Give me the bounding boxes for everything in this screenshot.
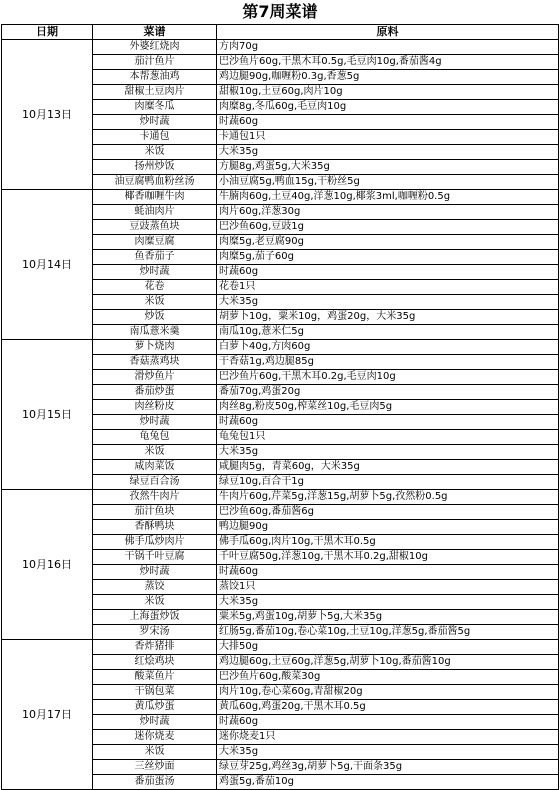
dish-cell: 迷你烧麦 — [93, 730, 217, 745]
dish-cell: 豆豉蒸鱼块 — [93, 220, 217, 235]
ingredients-cell: 胡萝卜10g，粟米10g，鸡蛋20g，大米35g — [217, 310, 559, 325]
dish-cell: 炒时蔬 — [93, 565, 217, 580]
ingredients-cell: 时蔬60g — [217, 115, 559, 130]
dish-cell: 南瓜薏米羹 — [93, 325, 217, 340]
ingredients-cell: 粟米5g,鸡蛋10g,胡萝卜5g,大米35g — [217, 610, 559, 625]
dish-cell: 香酥鸭块 — [93, 520, 217, 535]
dish-cell: 绿豆百合汤 — [93, 475, 217, 490]
ingredients-cell: 大米35g — [217, 595, 559, 610]
dish-cell: 佛手瓜炒肉片 — [93, 535, 217, 550]
ingredients-cell: 鸡边腿90g,咖喱粉0.3g,香葱5g — [217, 70, 559, 85]
dish-cell: 炒时蔬 — [93, 265, 217, 280]
ingredients-cell: 巴沙鱼60g,豆豉1g — [217, 220, 559, 235]
dish-cell: 咸肉菜饭 — [93, 460, 217, 475]
ingredients-cell: 绿豆芽25g,鸡丝3g,胡萝卜5g,干面条35g — [217, 760, 559, 775]
dish-cell: 香炸猪排 — [93, 640, 217, 655]
ingredients-cell: 黄瓜60g,鸡蛋20g,干黑木耳0.5g — [217, 700, 559, 715]
ingredients-cell: 时蔬60g — [217, 415, 559, 430]
dish-cell: 米饭 — [93, 145, 217, 160]
ingredients-cell: 迷你烧麦1只 — [217, 730, 559, 745]
dish-cell: 茄汁鱼块 — [93, 505, 217, 520]
ingredients-cell: 鸡边腿60g,土豆60g,洋葱5g,胡萝卜10g,番茄酱10g — [217, 655, 559, 670]
ingredients-cell: 白萝卜40g,方肉60g — [217, 340, 559, 355]
dish-cell: 米饭 — [93, 595, 217, 610]
ingredients-cell: 花卷1只 — [217, 280, 559, 295]
dish-cell: 干锅千叶豆腐 — [93, 550, 217, 565]
ingredients-cell: 蒸饺1只 — [217, 580, 559, 595]
dish-cell: 肉糜冬瓜 — [93, 100, 217, 115]
table-row — [2, 640, 559, 655]
date-column-header: 日期 — [2, 25, 93, 40]
ingredients-cell: 南瓜10g,薏米仁5g — [217, 325, 559, 340]
ingredients-cell: 大米35g — [217, 295, 559, 310]
dish-cell: 黄瓜炒蛋 — [93, 700, 217, 715]
table-row — [2, 490, 559, 505]
ingredients-cell: 小油豆腐5g,鸭血15g,干粉丝5g — [217, 175, 559, 190]
dish-cell: 肉糜豆腐 — [93, 235, 217, 250]
dish-cell: 上海蛋炒饭 — [93, 610, 217, 625]
ingredients-cell: 牛腩肉60g,土豆40g,洋葱10g,椰浆3ml,咖喱粉0.5g — [217, 190, 559, 205]
ingredients-cell: 牛肉片60g,芹菜5g,洋葱15g,胡萝卜5g,孜然粉0.5g — [217, 490, 559, 505]
ingredients-cell: 巴沙鱼60g,番茄酱6g — [217, 505, 559, 520]
dish-cell: 本帮葱油鸡 — [93, 70, 217, 85]
dish-cell: 蚝油肉片 — [93, 205, 217, 220]
date-cell: 10月14日 — [2, 190, 93, 340]
ingredients-cell: 干香菇1g,鸡边腿85g — [217, 355, 559, 370]
ingredients-cell: 大排50g — [217, 640, 559, 655]
ingredients-cell: 大米35g — [217, 445, 559, 460]
dish-cell: 肉丝粉皮 — [93, 400, 217, 415]
header-row — [2, 25, 559, 40]
dish-cell: 红烩鸡块 — [93, 655, 217, 670]
dish-cell: 香菇蒸鸡块 — [93, 355, 217, 370]
ingredients-cell: 肉糜8g,冬瓜60g,毛豆肉10g — [217, 100, 559, 115]
date-cell: 10月13日 — [2, 40, 93, 190]
ingredients-cell: 绿豆10g,百合干1g — [217, 475, 559, 490]
dish-cell: 蒸饺 — [93, 580, 217, 595]
date-cell: 10月16日 — [2, 490, 93, 640]
page-title: 第7周菜谱 — [242, 2, 318, 21]
dish-cell: 米饭 — [93, 745, 217, 760]
ingredients-cell: 肉丝8g,粉皮50g,榨菜丝10g,毛豆肉5g — [217, 400, 559, 415]
dish-cell: 甜椒土豆肉片 — [93, 85, 217, 100]
ingredients-cell: 鸡蛋5g,番茄10g — [217, 775, 559, 790]
ingredients-cell: 肉糜5g,老豆腐90g — [217, 235, 559, 250]
dish-cell: 番茄炒蛋 — [93, 385, 217, 400]
menu-body — [2, 40, 559, 790]
dish-cell: 椰香咖喱牛肉 — [93, 190, 217, 205]
ingredients-cell: 时蔬60g — [217, 265, 559, 280]
dish-cell: 外婆红烧肉 — [93, 40, 217, 55]
ingredients-cell: 肉糜5g,茄子60g — [217, 250, 559, 265]
ingredients-column-header: 原料 — [217, 25, 559, 40]
dish-cell: 茄汁鱼片 — [93, 55, 217, 70]
ingredients-cell: 红肠5g,番茄10g,卷心菜10g,土豆10g,洋葱5g,番茄酱5g — [217, 625, 559, 640]
ingredients-cell: 千叶豆腐50g,洋葱10g,干黑木耳0.2g,甜椒10g — [217, 550, 559, 565]
table-row — [2, 190, 559, 205]
ingredients-cell: 巴沙鱼片60g,干黑木耳0.2g,毛豆肉10g — [217, 370, 559, 385]
dish-cell: 罗宋汤 — [93, 625, 217, 640]
date-cell: 10月15日 — [2, 340, 93, 490]
dish-column-header: 菜谱 — [93, 25, 217, 40]
dish-cell: 扬州炒饭 — [93, 160, 217, 175]
ingredients-cell: 大米35g — [217, 145, 559, 160]
dish-cell: 鱼香茄子 — [93, 250, 217, 265]
ingredients-cell: 佛手瓜60g,肉片10g,干黑木耳0.5g — [217, 535, 559, 550]
ingredients-cell: 时蔬60g — [217, 715, 559, 730]
dish-cell: 番茄蛋汤 — [93, 775, 217, 790]
ingredients-cell: 时蔬60g — [217, 565, 559, 580]
table-row — [2, 340, 559, 355]
dish-cell: 花卷 — [93, 280, 217, 295]
ingredients-cell: 甜椒10g,土豆60g,肉片10g — [217, 85, 559, 100]
table-row — [2, 40, 559, 55]
dish-cell: 油豆腐鸭血粉丝汤 — [93, 175, 217, 190]
ingredients-cell: 方腿8g,鸡蛋5g,大米35g — [217, 160, 559, 175]
dish-cell: 滑炒鱼片 — [93, 370, 217, 385]
dish-cell: 萝卜烧肉 — [93, 340, 217, 355]
dish-cell: 米饭 — [93, 445, 217, 460]
ingredients-cell: 龟兔包1只 — [217, 430, 559, 445]
dish-cell: 炒时蔬 — [93, 415, 217, 430]
dish-cell: 干锅包菜 — [93, 685, 217, 700]
ingredients-cell: 巴沙鱼片60g,干黑木耳0.5g,毛豆肉10g,番茄酱4g — [217, 55, 559, 70]
dish-cell: 三丝炒面 — [93, 760, 217, 775]
ingredients-cell: 鸭边腿90g — [217, 520, 559, 535]
ingredients-cell: 番茄70g,鸡蛋20g — [217, 385, 559, 400]
dish-cell: 米饭 — [93, 295, 217, 310]
ingredients-cell: 卡通包1只 — [217, 130, 559, 145]
ingredients-cell: 大米35g — [217, 745, 559, 760]
dish-cell: 孜然牛肉片 — [93, 490, 217, 505]
dish-cell: 龟兔包 — [93, 430, 217, 445]
dish-cell: 卡通包 — [93, 130, 217, 145]
ingredients-cell: 肉片10g,卷心菜60g,青甜椒20g — [217, 685, 559, 700]
menu-table — [1, 24, 559, 790]
dish-cell: 炒时蔬 — [93, 715, 217, 730]
ingredients-cell: 巴沙鱼片60g,酸菜30g — [217, 670, 559, 685]
ingredients-cell: 咸腿肉5g，青菜60g，大米35g — [217, 460, 559, 475]
dish-cell: 炒饭 — [93, 310, 217, 325]
dish-cell: 酸菜鱼片 — [93, 670, 217, 685]
dish-cell: 炒时蔬 — [93, 115, 217, 130]
ingredients-cell: 肉片60g,洋葱30g — [217, 205, 559, 220]
date-cell: 10月17日 — [2, 640, 93, 790]
ingredients-cell: 方肉70g — [217, 40, 559, 55]
